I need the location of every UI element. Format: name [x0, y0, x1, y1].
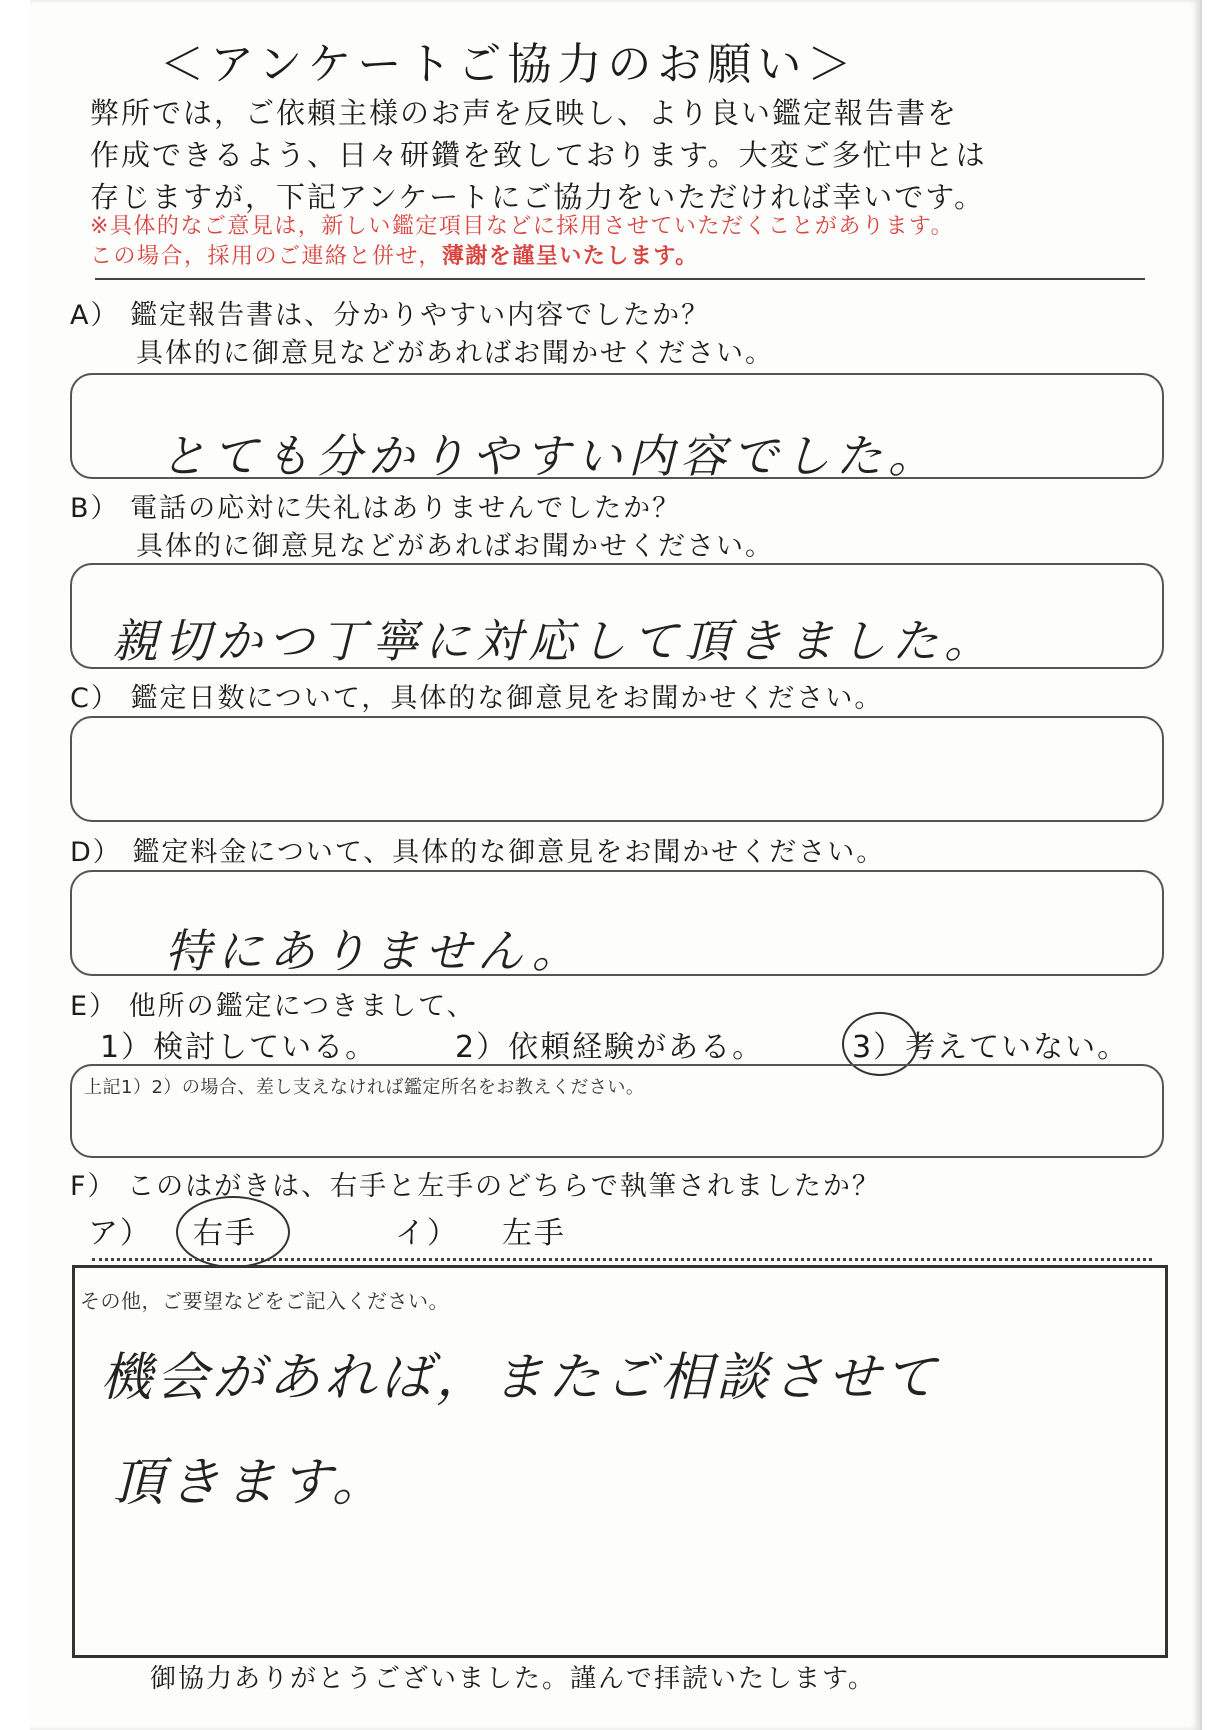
question-c-text: 鑑定日数について，具体的な御意見をお聞かせください。 — [130, 683, 884, 714]
intro-line: 弊所では，ご依頼主様のお声を反映し、より良い鑑定報告書を — [90, 96, 959, 130]
question-f-option-b[interactable]: 左手 — [502, 1216, 566, 1251]
question-a-label: A） — [70, 300, 120, 331]
intro-line: 作成できるよう、日々研鑽を致しております。大変ご多忙中とは — [90, 138, 987, 172]
intro-line: 存じますが，下記アンケートにご協力をいただければ幸いです。 — [90, 180, 985, 214]
other-office-hint: 上記1）2）の場合、差し支えなければ鑑定所名をお教えください。 — [84, 1077, 645, 1098]
intro-text — [90, 92, 1150, 218]
question-a-text: 鑑定報告書は、分かりやすい内容でしたか？ — [130, 300, 711, 331]
question-e-option-2[interactable]: 2）依頼経験がある。 — [455, 1030, 765, 1065]
note-line-2-bold: 薄謝を謹呈いたします。 — [441, 244, 699, 269]
question-e-option-3[interactable]: 3）考えていない。 — [852, 1030, 1130, 1065]
question-c — [70, 680, 883, 718]
answer-a-handwriting: とても分かりやすい内容でした。 — [160, 429, 940, 483]
question-f-option-a[interactable]: 右手 — [193, 1216, 257, 1251]
question-e-label: E） — [70, 991, 119, 1022]
question-d-label: D） — [70, 837, 122, 868]
other-handwriting-line-2: 頂きます。 — [112, 1453, 388, 1513]
question-d — [70, 834, 885, 872]
question-d-text: 鑑定料金について、具体的な御意見をお聞かせください。 — [132, 837, 886, 868]
question-e-text: 他所の鑑定につきまして、 — [128, 991, 476, 1022]
question-f-label: F） — [70, 1171, 117, 1202]
answer-d-handwriting: 特にありません。 — [165, 924, 584, 978]
other-requests-prompt: その他，ご要望などをご記入ください。 — [80, 1289, 449, 1313]
question-a — [70, 297, 774, 373]
note-line-1: ※具体的なご意見は，新しい鑑定項目などに採用させていただくことがあります。 — [90, 214, 955, 239]
question-e-option-1[interactable]: 1）検討している。 — [100, 1030, 378, 1065]
question-f — [70, 1168, 881, 1206]
question-f-option-b-label: イ） — [395, 1216, 459, 1251]
footer-thanks: 御協力ありがとうございました。謹んで拝読いたします。 — [150, 1664, 876, 1694]
question-b — [70, 490, 774, 566]
survey-title: ＜アンケートご協力のお願い＞ — [160, 39, 858, 90]
note-line-2-prefix: この場合，採用のご連絡と併せ， — [90, 244, 442, 269]
question-a-subtext: 具体的に御意見などがあればお聞かせください。 — [136, 338, 774, 369]
question-c-label: C） — [70, 683, 120, 714]
question-e — [70, 988, 476, 1026]
dotted-divider — [92, 1258, 1152, 1261]
question-f-option-a-label: ア） — [88, 1216, 152, 1251]
question-b-text: 電話の応対に失礼はありませんでしたか？ — [130, 493, 682, 524]
note-line-2 — [90, 242, 1150, 272]
question-b-subtext: 具体的に御意見などがあればお聞かせください。 — [136, 531, 774, 562]
other-handwriting-line-1: 機会があれば，またご相談させて — [100, 1348, 941, 1408]
red-note — [90, 212, 1150, 272]
question-b-label: B） — [70, 493, 120, 524]
answer-b-handwriting: 親切かつ丁寧に対応して頂きました。 — [112, 614, 996, 668]
answer-c-box[interactable] — [70, 716, 1164, 822]
question-f-text: このはがきは、右手と左手のどちらで執筆されましたか？ — [127, 1171, 881, 1202]
divider — [95, 278, 1145, 280]
